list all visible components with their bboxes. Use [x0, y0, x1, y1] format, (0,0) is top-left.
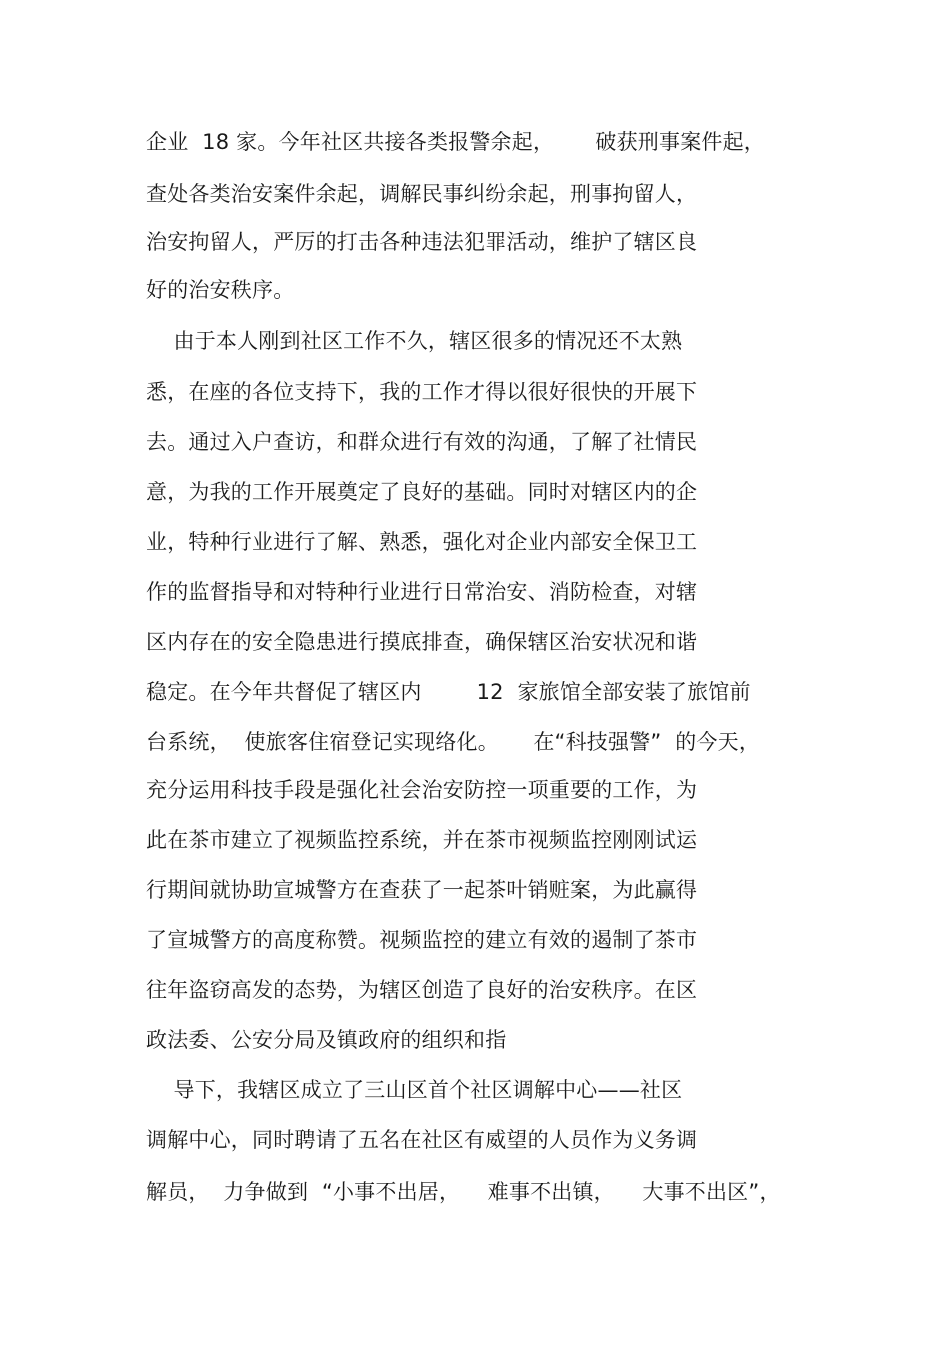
text-line: 查处各类治安案件余起，调解民事纠纷余起，刑事拘留人，: [146, 182, 698, 206]
text-line: 业，特种行业进行了解、熟悉，强化对企业内部安全保卫工: [146, 530, 698, 554]
text-line: 导下，我辖区成立了三山区首个社区调解中心——社区: [146, 1078, 683, 1102]
text-line: 此在茶市建立了视频监控系统，并在茶市视频监控刚刚试运: [146, 828, 698, 852]
text-line: 悉，在座的各位支持下，我的工作才得以很好很快的开展下: [146, 380, 698, 404]
text-line: 政法委、公安分局及镇政府的组织和指: [146, 1028, 507, 1052]
text-line: 台系统， 使旅客住宿登记实现络化。 在“科技强警” 的今天，: [146, 730, 761, 754]
text-line: 作的监督指导和对特种行业进行日常治安、消防检查，对辖: [146, 580, 698, 604]
text-line: 区内存在的安全隐患进行摸底排查，确保辖区治安状况和谐: [146, 630, 698, 654]
text-line: 往年盗窃高发的态势，为辖区创造了良好的治安秩序。在区: [146, 978, 698, 1002]
text-line: 行期间就协助宣城警方在查获了一起茶叶销赃案，为此赢得: [146, 878, 698, 902]
text-line: 意，为我的工作开展奠定了良好的基础。同时对辖区内的企: [146, 480, 698, 504]
text-line: 好的治安秩序。: [146, 278, 295, 302]
text-line: 解员， 力争做到 “小事不出居， 难事不出镇， 大事不出区”，: [146, 1180, 781, 1204]
text-line: 充分运用科技手段是强化社会治安防控一项重要的工作，为: [146, 778, 698, 802]
text-line: 由于本人刚到社区工作不久，辖区很多的情况还不太熟: [146, 329, 683, 353]
text-line: 治安拘留人，严厉的打击各种违法犯罪活动，维护了辖区良: [146, 230, 698, 254]
text-line: 调解中心，同时聘请了五名在社区有威望的人员作为义务调: [146, 1128, 698, 1152]
text-line: 了宣城警方的高度称赞。视频监控的建立有效的遏制了茶市: [146, 928, 698, 952]
text-line: 企业 18 家。今年社区共接各类报警余起， 破获刑事案件起，: [146, 130, 765, 154]
text-line: 去。通过入户查访，和群众进行有效的沟通，了解了社情民: [146, 430, 698, 454]
text-line: 稳定。在今年共督促了辖区内 12 家旅馆全部安装了旅馆前: [146, 680, 751, 704]
